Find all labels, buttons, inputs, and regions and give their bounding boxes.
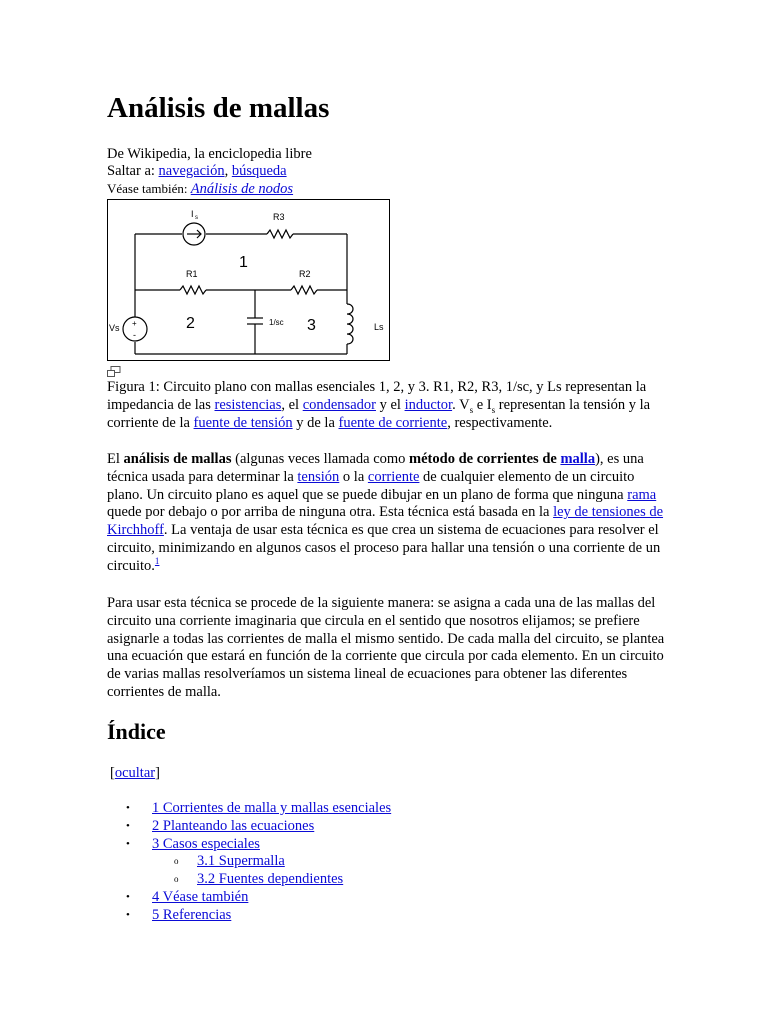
malla-link[interactable]: malla — [560, 451, 596, 467]
reference-1-link[interactable]: 1 — [154, 555, 160, 566]
see-also-line — [107, 180, 293, 198]
fuente-tension-link[interactable]: fuente de tensión — [193, 414, 293, 431]
mesh-3-label: 3 — [307, 317, 316, 334]
method-paragraph: Para usar esta técnica se procede de la siguiente manera: se asigna a cada una de las mallas del circuito una corriente imaginaria que circula en el sentido que nosotros elijamos; se prefiere asignarle a todas las corrientes de malla el mismo sentido. De cada malla del circuito, se plantea una ecuación que estará en función de la corriente que circula por cada elemento. En un circuito de varias mallas resolveríamos un sistema lineal de ecuaciones para obtener las diferentes corrientes de malla. — [107, 595, 665, 700]
page-title: Análisis de mallas — [107, 92, 330, 124]
jump-line — [107, 163, 287, 180]
toc-toggle: [ocultar] — [110, 765, 160, 781]
plus-sign: + — [132, 319, 137, 328]
jump-separator: , — [224, 163, 232, 179]
toc-link-3-1[interactable]: 3.1 Supermalla — [197, 853, 285, 870]
r2-label: R2 — [299, 269, 311, 279]
toc-hide-link[interactable]: ocultar — [114, 765, 156, 781]
toc-link-3-2[interactable]: 3.2 Fuentes dependientes — [197, 871, 344, 888]
toc-link-1[interactable]: 1 Corrientes de malla y mallas esenciales — [152, 800, 392, 816]
r3-label: R3 — [273, 212, 285, 222]
from-line: De Wikipedia, la enciclopedia libre — [107, 146, 312, 162]
condensador-link[interactable]: condensador — [302, 396, 376, 413]
capacitor-label: 1/sc — [269, 318, 284, 327]
figure-caption: Figura 1: Circuito plano con mallas esenciales 1, 2, y 3. R1, R2, R3, 1/sc, y Ls representan la impedancia de las resistencias, el condensador y el inductor. $V_s$ e $I_s$ representan la tensión y la corriente de la fuente de tensión y de la fuente de corriente, respectivamente. — [107, 379, 651, 431]
resistencias-link[interactable]: resistencias — [214, 396, 282, 413]
inductor-link[interactable]: inductor — [404, 396, 453, 413]
toc-link-5[interactable]: 5 Referencias — [152, 906, 232, 923]
search-link[interactable]: búsqueda — [231, 163, 287, 179]
kirchhoff-link[interactable]: ley de tensiones de Kirchhoff — [107, 504, 664, 539]
corriente-link[interactable]: corriente — [367, 468, 420, 485]
circuit-diagram — [108, 200, 391, 362]
circuit-figure[interactable] — [107, 199, 390, 361]
is-sub-label: s — [195, 215, 198, 221]
r1-label: R1 — [186, 269, 198, 279]
toc-link-3[interactable]: 3 Casos especiales — [152, 835, 260, 852]
mesh-1-label: 1 — [239, 254, 248, 271]
toc-link-2[interactable]: 2 Planteando las ecuaciones — [152, 817, 315, 834]
wiki-page: Análisis de mallas De Wikipedia, la enciclopedia libre Saltar a: navegación, búsqueda Véase también: Análisis de nodos I s R3 1 R1 R2 2 3 Vs + - 1/sc Ls Figura 1: Circuito plano con mallas esenciales 1, 2, y 3. R1, R2, R3, 1/sc, y Ls representan la impedancia de las resistencias, el condensador y el inductor. $V_s$ e $I_s$ representan la tensión y la corriente de la fuente de tensión y de la fuente de corriente, respectivamente. El análisis de mallas (algunas veces llamada como método de corrientes de malla), es una técnica usada para determinar la tensión o la corriente de cualquier elemento de un circuito plano. Un circuito plano es aquel que se puede dibujar en un plano de forma que ninguna rama quede por debajo o por arriba de ninguna otra. Esta técnica está basada en la ley de tensiones de Kirchhoff. La ventaja de usar esta técnica es que crea un sistema de ecuaciones para resolver el circuito, minimizando en algunos casos el proceso para hallar una tensión o una corriente de un circuito.$^1$ Para usar esta técnica se procede de la siguiente manera: se asigna a cada una de las mallas del circuito una corriente imaginaria que circula en el sentido que nosotros elijamos; se prefiere asignarle a todas las corrientes de malla el mismo sentido. De cada malla del circuito, se plantea una ecuación que estará en función de la corriente que circula por cada elemento. En un circuito de varias mallas resolveríamos un sistema lineal de ecuaciones para obtener las diferentes corrientes de malla. Índice [ocultar] • 1 Corrientes de malla y mallas esenciales • 2 Planteando las ecuaciones • 3 Casos especiales o 3.1 Supermalla o 3.2 Fuentes dependientes • 4 Véase también • 5 Referencias — [0, 0, 768, 1024]
navigation-link[interactable]: navegación — [158, 163, 225, 179]
intro-paragraph: El análisis de mallas (algunas veces llamada como método de corrientes de malla), es una técnica usada para determinar la tensión o la corriente de cualquier elemento de un circuito plano. Un circuito plano es aquel que se puede dibujar en un plano de forma que ninguna rama quede por debajo o por arriba de ninguna otra. Esta técnica está basada en la ley de tensiones de Kirchhoff. La ventaja de usar esta técnica es que crea un sistema de ecuaciones para resolver el circuito, minimizando en algunos casos el proceso para hallar una tensión o una corriente de un circuito.$^1$ — [107, 451, 664, 574]
see-also-prefix: Véase también: — [107, 181, 191, 196]
rama-link[interactable]: rama — [627, 486, 657, 503]
vs-label: Vs — [109, 323, 120, 333]
mesh-2-label: 2 — [186, 315, 195, 332]
toc-link-4[interactable]: 4 Véase también — [152, 888, 249, 905]
enlarge-icon[interactable] — [107, 366, 121, 377]
is-label: I — [191, 209, 194, 219]
jump-prefix: Saltar a: — [107, 163, 159, 179]
minus-sign: - — [133, 330, 136, 340]
fuente-corriente-link[interactable]: fuente de corriente — [338, 414, 448, 431]
tension-link[interactable]: tensión — [297, 468, 340, 485]
see-also-link[interactable]: Análisis de nodos — [190, 181, 294, 197]
toc-heading: Índice — [107, 719, 166, 744]
ls-label: Ls — [374, 322, 384, 332]
